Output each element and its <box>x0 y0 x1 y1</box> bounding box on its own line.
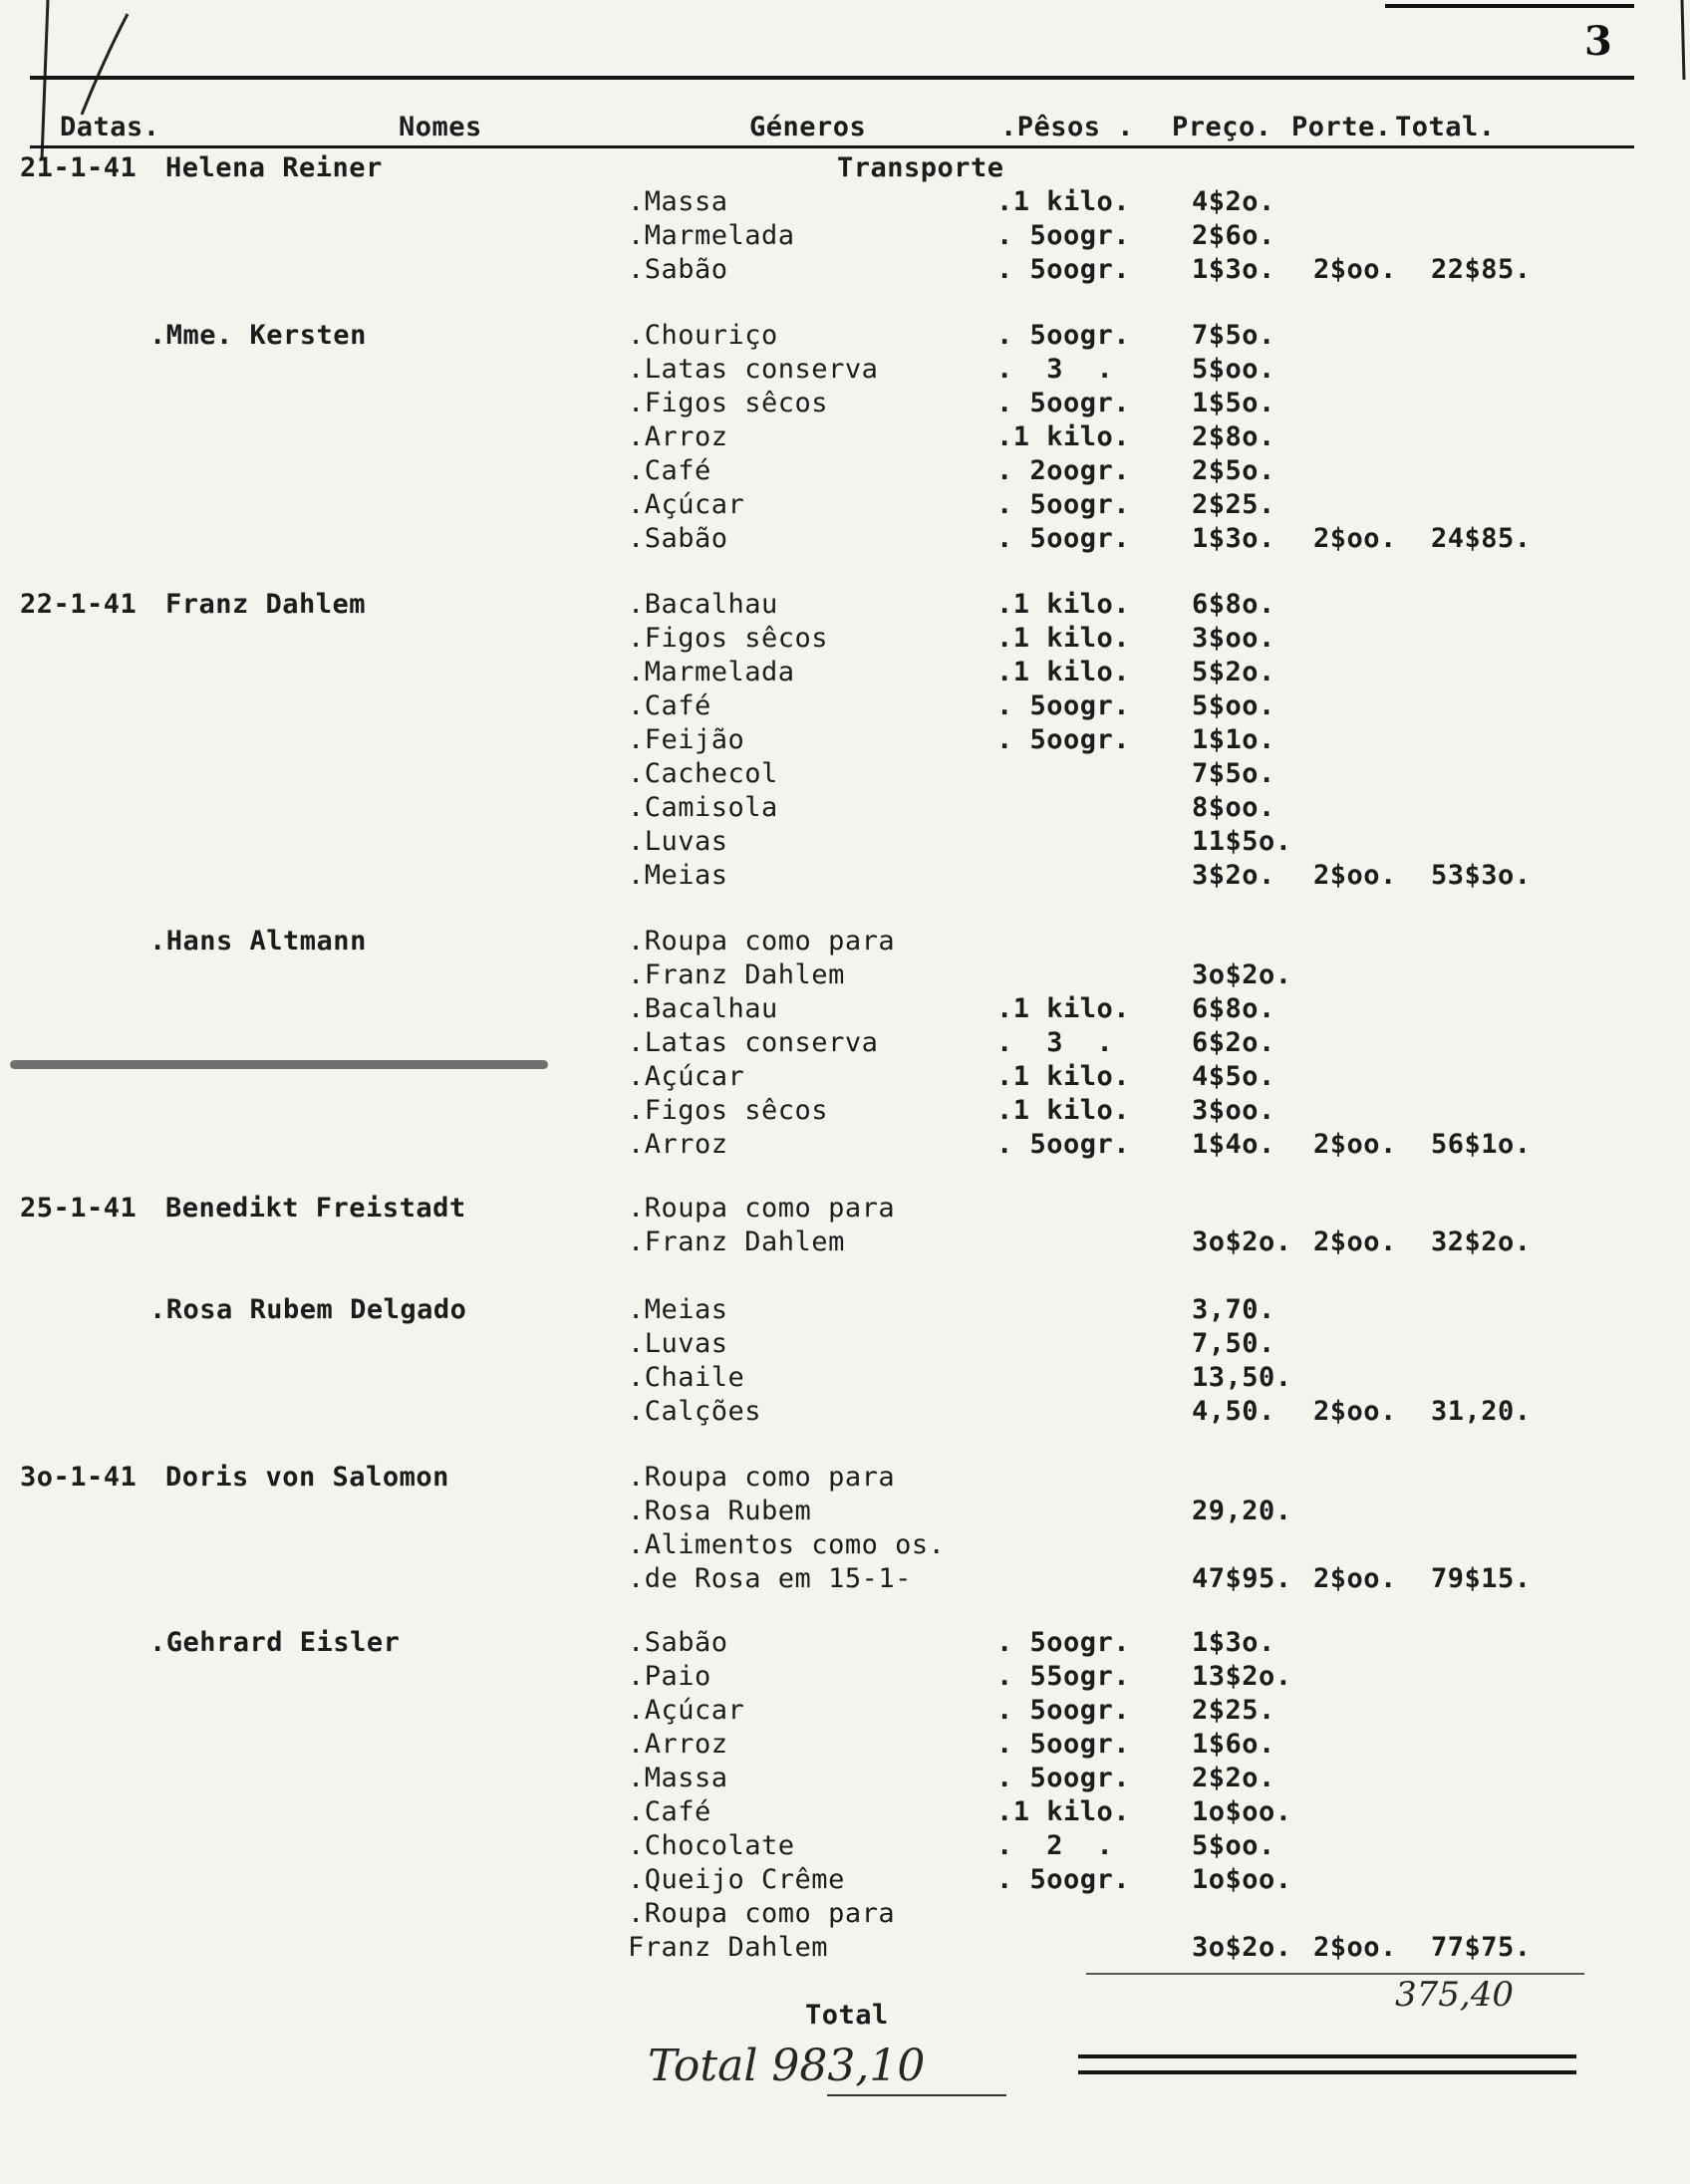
ledger-preco-cell: 5$oo. <box>1192 690 1275 721</box>
header-porte: Porte. <box>1291 112 1392 142</box>
ledger-genero-cell: .Marmelada <box>628 657 795 687</box>
ledger-preco-cell: 1$3o. <box>1192 1627 1275 1658</box>
ledger-peso-cell: .1 kilo. <box>996 186 1131 217</box>
ledger-genero-cell: .Cachecol <box>628 758 778 789</box>
ledger-genero-cell: .Rosa Rubem <box>628 1496 812 1526</box>
ledger-peso-cell: . 3 . <box>996 354 1114 385</box>
header-rule <box>30 145 1634 148</box>
ledger-peso-cell: . 5oogr. <box>996 523 1131 554</box>
ledger-preco-cell: 4$5o. <box>1192 1061 1275 1092</box>
ledger-preco-cell: 3$oo. <box>1192 1095 1275 1126</box>
ledger-genero-cell: .Feijão <box>628 724 745 755</box>
ledger-preco-cell: 7$5o. <box>1192 758 1275 789</box>
ledger-genero-cell: .Figos sêcos <box>628 388 829 418</box>
ledger-total-cell: 77$75. <box>1431 1932 1532 1963</box>
ledger-genero-cell: .Bacalhau <box>628 993 778 1024</box>
ledger-peso-cell: . 55ogr. <box>996 1661 1131 1692</box>
ledger-peso-cell: .1 kilo. <box>996 1796 1131 1827</box>
ledger-peso-cell: .1 kilo. <box>996 623 1131 654</box>
ledger-preco-cell: 1$4o. <box>1192 1129 1275 1160</box>
ledger-genero-cell: .Meias <box>628 1294 728 1325</box>
ledger-name-cell: Franz Dahlem <box>165 589 367 620</box>
ledger-peso-cell: . 5oogr. <box>996 489 1131 520</box>
ledger-genero-cell: .Açúcar <box>628 489 745 520</box>
ledger-preco-cell: 4,50. <box>1192 1396 1275 1427</box>
ledger-peso-cell: . 5oogr. <box>996 1129 1131 1160</box>
ledger-total-cell: 31,20. <box>1431 1396 1532 1427</box>
top-rule <box>30 76 1634 80</box>
header-pesos: .Pêsos . <box>1000 112 1135 142</box>
ledger-preco-cell: 2$25. <box>1192 489 1275 520</box>
header-datas: Datas. <box>60 112 160 142</box>
ledger-genero-cell: .Marmelada <box>628 220 795 251</box>
ledger-peso-cell: . 5oogr. <box>996 690 1131 721</box>
ledger-preco-cell: 1$3o. <box>1192 254 1275 285</box>
check-stroke <box>82 14 128 115</box>
ledger-genero-cell: .Massa <box>628 186 728 217</box>
ledger-preco-cell: 2$2o. <box>1192 1763 1275 1793</box>
header-total: Total. <box>1395 112 1496 142</box>
total-label: Total <box>805 2000 889 2031</box>
ledger-genero-cell: .Latas conserva <box>628 354 879 385</box>
ledger-preco-cell: 5$2o. <box>1192 657 1275 687</box>
ledger-preco-cell: 1o$oo. <box>1192 1864 1292 1895</box>
ledger-genero-cell: .Roupa como para <box>628 1462 896 1493</box>
ledger-genero-cell: .Café <box>628 1796 711 1827</box>
ledger-genero-cell: .Meias <box>628 860 728 891</box>
ledger-genero-cell: .Chocolate <box>628 1830 795 1861</box>
ledger-porte-cell: 2$oo. <box>1313 1563 1397 1594</box>
ledger-date-cell: 21-1-41 <box>20 152 138 183</box>
ledger-total-cell: 32$2o. <box>1431 1227 1532 1257</box>
ledger-preco-cell: 2$8o. <box>1192 421 1275 452</box>
ledger-genero-cell: .Sabão <box>628 254 728 285</box>
ledger-preco-cell: 3$oo. <box>1192 623 1275 654</box>
ledger-peso-cell: . 5oogr. <box>996 1763 1131 1793</box>
ledger-porte-cell: 2$oo. <box>1313 523 1397 554</box>
ledger-preco-cell: 2$6o. <box>1192 220 1275 251</box>
ledger-peso-cell: . 5oogr. <box>996 220 1131 251</box>
ink-smudge <box>10 1060 548 1069</box>
ledger-genero-cell: .Chaile <box>628 1362 745 1393</box>
ledger-peso-cell: .1 kilo. <box>996 421 1131 452</box>
ledger-preco-cell: 6$2o. <box>1192 1027 1275 1058</box>
ledger-date-cell: 3o-1-41 <box>20 1462 138 1493</box>
ledger-peso-cell: .1 kilo. <box>996 993 1131 1024</box>
ledger-genero-cell: .de Rosa em 15-1- <box>628 1563 912 1594</box>
ledger-genero-cell: .Arroz <box>628 1729 728 1760</box>
ledger-name-cell: .Rosa Rubem Delgado <box>149 1294 467 1325</box>
ledger-name-cell: .Gehrard Eisler <box>149 1627 401 1658</box>
ledger-preco-cell: 3o$2o. <box>1192 1227 1292 1257</box>
ledger-genero-cell: .Sabão <box>628 523 728 554</box>
handwritten-total: Total 983,10 <box>648 2041 926 2091</box>
margin-stroke <box>42 0 48 159</box>
ledger-genero-cell: .Arroz <box>628 1129 728 1160</box>
ledger-peso-cell: . 5oogr. <box>996 1695 1131 1726</box>
ledger-genero-cell: .Latas conserva <box>628 1027 879 1058</box>
bottom-rule-1 <box>1078 2054 1576 2058</box>
ledger-name-cell: Doris von Salomon <box>165 1462 449 1493</box>
ledger-genero-cell: .Figos sêcos <box>628 623 829 654</box>
ledger-preco-cell: 3o$2o. <box>1192 1932 1292 1963</box>
ledger-genero-cell: Franz Dahlem <box>628 1932 829 1963</box>
ledger-genero-cell: .Bacalhau <box>628 589 778 620</box>
ledger-genero-cell: .Massa <box>628 1763 728 1793</box>
ledger-genero-cell: .Café <box>628 455 711 486</box>
ledger-preco-cell: 1$1o. <box>1192 724 1275 755</box>
ledger-preco-cell: 6$8o. <box>1192 589 1275 620</box>
ledger-peso-cell: . 5oogr. <box>996 724 1131 755</box>
ledger-peso-cell: . 5oogr. <box>996 388 1131 418</box>
ledger-porte-cell: 2$oo. <box>1313 1227 1397 1257</box>
ledger-preco-cell: 47$95. <box>1192 1563 1292 1594</box>
header-generos: Géneros <box>749 112 867 142</box>
ledger-peso-cell: . 3 . <box>996 1027 1114 1058</box>
ledger-name-cell: Benedikt Freistadt <box>165 1193 466 1224</box>
ledger-genero-cell: .Franz Dahlem <box>628 1227 845 1257</box>
ledger-total-cell: 24$85. <box>1431 523 1532 554</box>
ledger-genero-cell: .Calções <box>628 1396 762 1427</box>
ledger-genero-cell: .Açúcar <box>628 1695 745 1726</box>
ledger-preco-cell: 7,50. <box>1192 1328 1275 1359</box>
ledger-preco-cell: 5$oo. <box>1192 354 1275 385</box>
ledger-peso-cell: . 5oogr. <box>996 1627 1131 1658</box>
ledger-porte-cell: 2$oo. <box>1313 1396 1397 1427</box>
ledger-total-cell: 56$1o. <box>1431 1129 1532 1160</box>
ledger-peso-cell: . 5oogr. <box>996 254 1131 285</box>
ledger-porte-cell: 2$oo. <box>1313 1129 1397 1160</box>
ledger-preco-cell: 11$5o. <box>1192 826 1292 857</box>
ledger-peso-cell: . 2 . <box>996 1830 1114 1861</box>
ledger-preco-cell: 3o$2o. <box>1192 959 1292 990</box>
ledger-preco-cell: 13$2o. <box>1192 1661 1292 1692</box>
ledger-genero-cell: .Queijo Crême <box>628 1864 845 1895</box>
ledger-genero-cell: .Roupa como para <box>628 926 896 956</box>
ledger-preco-cell: 1$5o. <box>1192 388 1275 418</box>
ledger-genero-cell: .Roupa como para <box>628 1193 896 1224</box>
ledger-name-cell: .Hans Altmann <box>149 926 367 956</box>
handwritten-subtotal: 375,40 <box>1395 1975 1514 2015</box>
ledger-peso-cell: . 2oogr. <box>996 455 1131 486</box>
bottom-rule-2 <box>1078 2070 1576 2074</box>
ledger-preco-cell: 7$5o. <box>1192 320 1275 351</box>
ledger-date-cell: 22-1-41 <box>20 589 138 620</box>
ledger-preco-cell: 29,20. <box>1192 1496 1292 1526</box>
ledger-genero-cell: .Franz Dahlem <box>628 959 845 990</box>
ledger-preco-cell: 4$2o. <box>1192 186 1275 217</box>
ledger-porte-cell: 2$oo. <box>1313 1932 1397 1963</box>
ledger-genero-cell: .Alimentos como os. <box>628 1529 946 1560</box>
ledger-peso-cell: .1 kilo. <box>996 1095 1131 1126</box>
ledger-preco-cell: 2$5o. <box>1192 455 1275 486</box>
header-nomes: Nomes <box>399 112 482 142</box>
ledger-preco-cell: 3$2o. <box>1192 860 1275 891</box>
ledger-genero-cell: .Sabão <box>628 1627 728 1658</box>
ledger-genero-cell: .Paio <box>628 1661 711 1692</box>
ledger-preco-cell: 6$8o. <box>1192 993 1275 1024</box>
ledger-date-cell: 25-1-41 <box>20 1193 138 1224</box>
ledger-name-cell: .Mme. Kersten <box>149 320 367 351</box>
ledger-total-cell: 79$15. <box>1431 1563 1532 1594</box>
ledger-preco-cell: 1$3o. <box>1192 523 1275 554</box>
ledger-peso-cell: .1 kilo. <box>996 589 1131 620</box>
ledger-total-cell: 22$85. <box>1431 254 1532 285</box>
right-edge-mark <box>1682 0 1684 80</box>
ledger-peso-cell: . 5oogr. <box>996 1864 1131 1895</box>
ledger-peso-cell: . 5oogr. <box>996 320 1131 351</box>
subtotal-rule <box>1086 1973 1584 1975</box>
ledger-genero-cell: .Chouriço <box>628 320 778 351</box>
ledger-genero-cell: .Luvas <box>628 1328 728 1359</box>
header-preco: Preço. <box>1172 112 1272 142</box>
ledger-peso-cell: .1 kilo. <box>996 1061 1131 1092</box>
ledger-preco-cell: 2$25. <box>1192 1695 1275 1726</box>
ledger-genero-cell: .Camisola <box>628 792 778 823</box>
ledger-genero-cell: .Figos sêcos <box>628 1095 829 1126</box>
ledger-porte-cell: 2$oo. <box>1313 254 1397 285</box>
ledger-total-cell: 53$3o. <box>1431 860 1532 891</box>
ledger-peso-cell: . 5oogr. <box>996 1729 1131 1760</box>
ledger-porte-cell: 2$oo. <box>1313 860 1397 891</box>
ledger-preco-cell: 1o$oo. <box>1192 1796 1292 1827</box>
ledger-genero-cell: .Açúcar <box>628 1061 745 1092</box>
ledger-genero-cell: .Arroz <box>628 421 728 452</box>
ledger-genero-cell: .Luvas <box>628 826 728 857</box>
ledger-peso-cell: .1 kilo. <box>996 657 1131 687</box>
ledger-name-cell: Helena Reiner <box>165 152 383 183</box>
ledger-genero-cell: .Roupa como para <box>628 1898 896 1929</box>
ledger-genero-cell: Transporte <box>837 152 1004 183</box>
ledger-preco-cell: 8$oo. <box>1192 792 1275 823</box>
ledger-preco-cell: 3,70. <box>1192 1294 1275 1325</box>
ledger-preco-cell: 1$6o. <box>1192 1729 1275 1760</box>
ledger-preco-cell: 13,50. <box>1192 1362 1292 1393</box>
page-number: 3 <box>1584 18 1612 65</box>
ledger-preco-cell: 5$oo. <box>1192 1830 1275 1861</box>
total-underline <box>827 2094 1006 2096</box>
ledger-genero-cell: .Café <box>628 690 711 721</box>
